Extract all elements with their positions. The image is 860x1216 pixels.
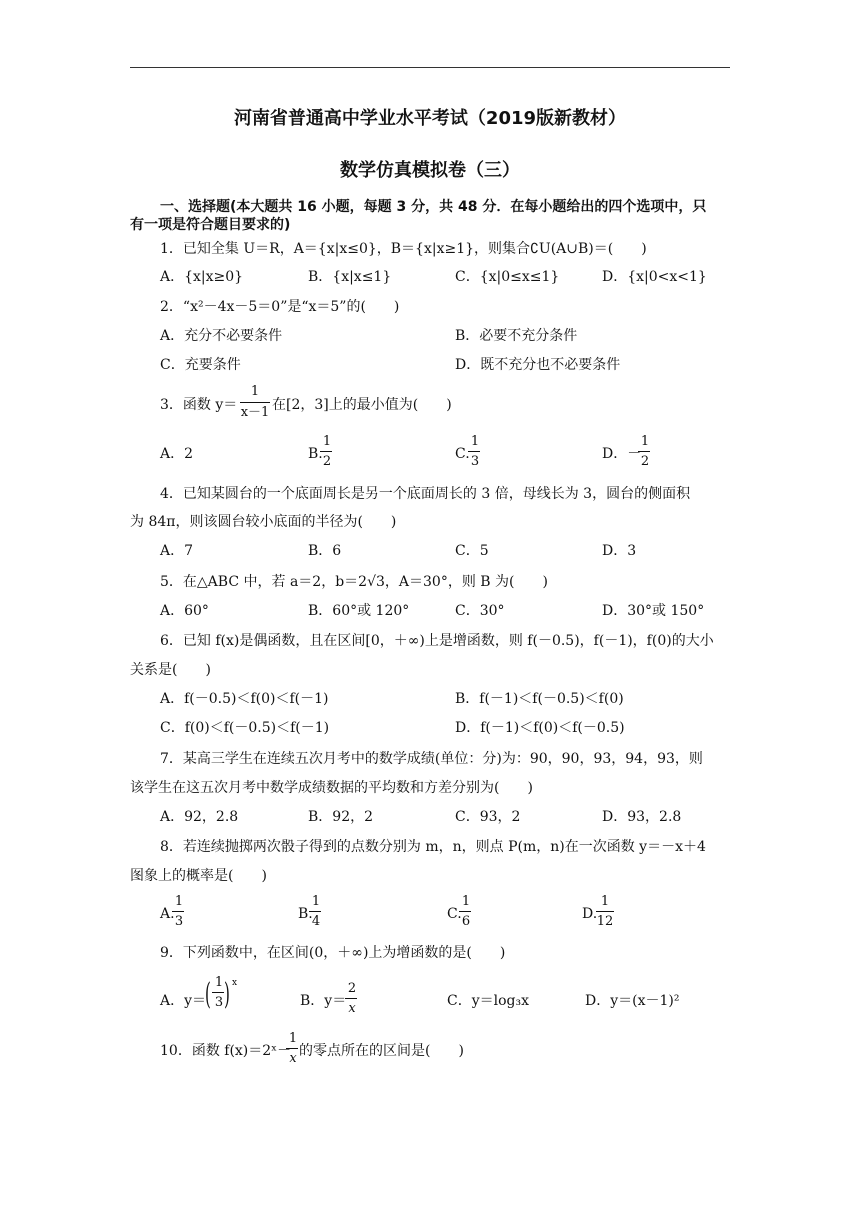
question-4-option-b: B．6 bbox=[308, 543, 342, 559]
question-8-option-c-numerator: 1 bbox=[461, 894, 471, 909]
exam-title: 河南省普通高中学业水平考试（2019版新教材） bbox=[233, 108, 627, 129]
question-10-fraction-denominator: x bbox=[289, 1051, 297, 1066]
question-10-stem-suffix: 的零点所在的区间是( ) bbox=[299, 1043, 464, 1059]
question-3-fraction-denominator: x－1 bbox=[240, 405, 270, 420]
question-6-option-c: C．f(0)＜f(－0.5)＜f(－1) bbox=[160, 720, 330, 736]
question-4-stem-line1: 4．已知某圆台的一个底面周长是另一个底面周长的 3 倍，母线长为 3，圆台的侧面积 bbox=[160, 486, 691, 502]
question-3-option-b-numerator: 1 bbox=[322, 434, 332, 449]
question-8-option-c-bar bbox=[459, 911, 471, 912]
question-9-option-a-label: A．y＝ bbox=[160, 993, 207, 1009]
question-6-stem-line1: 6．已知 f(x)是偶函数，且在区间[0，＋∞)上是增函数，则 f(－0.5)，f(－1)，f(0)的大小 bbox=[160, 633, 714, 649]
section-heading-line2: 有一项是符合题目要求的) bbox=[130, 217, 291, 233]
question-3-option-c-denominator: 3 bbox=[470, 454, 480, 469]
question-4-option-a: A．7 bbox=[160, 543, 194, 559]
question-3-option-d-numerator: 1 bbox=[640, 434, 650, 449]
question-9-option-b-bar bbox=[345, 998, 357, 999]
question-6-stem-line2: 关系是( ) bbox=[130, 662, 211, 678]
question-3-stem-suffix: 在[2，3]上的最小值为( ) bbox=[272, 397, 452, 413]
question-9-option-a-right-paren: ) bbox=[224, 977, 230, 1012]
question-9-option-a-exponent: x bbox=[232, 978, 238, 988]
question-4-option-c: C．5 bbox=[455, 543, 489, 559]
question-9-option-b-denominator: x bbox=[348, 1001, 356, 1016]
question-3-option-b-label: B. bbox=[308, 446, 323, 462]
question-8-option-b-denominator: 4 bbox=[311, 914, 321, 929]
question-3-option-c-label: C. bbox=[455, 446, 470, 462]
question-5-option-d: D．30°或 150° bbox=[602, 603, 705, 619]
question-9-option-a-left-paren: ( bbox=[205, 977, 211, 1012]
question-7-stem-line2: 该学生在这五次月考中数学成绩数据的平均数和方差分别为( ) bbox=[130, 780, 533, 796]
question-5-option-b: B．60°或 120° bbox=[308, 603, 410, 619]
exam-subtitle: 数学仿真模拟卷（三） bbox=[340, 160, 520, 181]
question-6-option-d: D．f(－1)＜f(0)＜f(－0.5) bbox=[455, 720, 625, 736]
question-6-option-b: B．f(－1)＜f(－0.5)＜f(0) bbox=[455, 691, 624, 707]
question-10-fraction-numerator: 1 bbox=[288, 1031, 298, 1046]
question-1-option-b: B．{x|x≤1} bbox=[308, 269, 392, 285]
question-4-option-d: D．3 bbox=[602, 543, 637, 559]
question-1-stem: 1．已知全集 U＝R，A＝{x|x≤0}，B＝{x|x≥1}，则集合∁U(A∪B)＝( ) bbox=[160, 241, 647, 257]
question-8-option-c-denominator: 6 bbox=[461, 914, 471, 929]
question-8-option-a-bar bbox=[172, 911, 184, 912]
question-9-option-b-numerator: 2 bbox=[347, 981, 357, 996]
question-3-option-d-label: D．－ bbox=[602, 446, 642, 462]
question-8-option-b-numerator: 1 bbox=[311, 894, 321, 909]
question-7-option-d: D．93，2.8 bbox=[602, 809, 682, 825]
question-9-option-b-label: B．y＝ bbox=[300, 993, 347, 1009]
question-3-fraction-numerator: 1 bbox=[250, 384, 260, 399]
question-3-option-c-bar bbox=[468, 451, 480, 452]
question-8-stem-line2: 图象上的概率是( ) bbox=[130, 868, 267, 884]
question-7-option-c: C．93，2 bbox=[455, 809, 521, 825]
question-8-option-a-denominator: 3 bbox=[174, 914, 184, 929]
question-9-option-a-numerator: 1 bbox=[214, 975, 224, 990]
question-8-stem-line1: 8．若连续抛掷两次骰子得到的点数分别为 m，n，则点 P(m，n)在一次函数 y＝－x＋4 bbox=[160, 839, 706, 855]
question-3-option-c-numerator: 1 bbox=[470, 434, 480, 449]
question-1-option-a: A．{x|x≥0} bbox=[160, 269, 244, 285]
question-8-option-d-numerator: 1 bbox=[600, 894, 610, 909]
question-5-option-c: C．30° bbox=[455, 603, 505, 619]
question-7-option-a: A．92，2.8 bbox=[160, 809, 239, 825]
question-7-option-b: B．92，2 bbox=[308, 809, 374, 825]
question-3-option-b-denominator: 2 bbox=[322, 454, 332, 469]
question-2-stem: 2．“x²－4x－5＝0”是“x＝5”的( ) bbox=[160, 299, 400, 315]
question-9-option-a-denominator: 3 bbox=[214, 995, 224, 1010]
question-4-stem-line2: 为 84π，则该圆台较小底面的半径为( ) bbox=[130, 514, 397, 530]
question-8-option-b-bar bbox=[309, 911, 321, 912]
question-9-option-d: D．y＝(x－1)² bbox=[585, 993, 680, 1009]
question-8-option-b-label: B. bbox=[298, 906, 313, 922]
question-3-option-d-denominator: 2 bbox=[640, 454, 650, 469]
question-5-option-a: A．60° bbox=[160, 603, 209, 619]
question-9-stem: 9．下列函数中，在区间(0，＋∞)上为增函数的是( ) bbox=[160, 945, 506, 961]
question-8-option-d-label: D. bbox=[582, 906, 598, 922]
question-3-stem-prefix: 3．函数 y＝ bbox=[160, 397, 238, 413]
question-8-option-c-label: C. bbox=[447, 906, 462, 922]
question-2-option-c: C．充要条件 bbox=[160, 357, 241, 373]
question-6-option-a: A．f(－0.5)＜f(0)＜f(－1) bbox=[160, 691, 329, 707]
question-8-option-d-bar bbox=[596, 911, 614, 912]
question-8-option-a-label: A. bbox=[160, 906, 175, 922]
top-rule bbox=[130, 67, 730, 68]
question-3-fraction-bar bbox=[240, 402, 270, 403]
question-2-option-d: D．既不充分也不必要条件 bbox=[455, 357, 621, 373]
question-3-option-b-bar bbox=[320, 451, 332, 452]
question-3-option-d-bar bbox=[638, 451, 650, 452]
question-9-option-a-bar bbox=[212, 992, 224, 993]
question-9-option-c: C．y＝log₃x bbox=[447, 993, 529, 1009]
section-heading-line1: 一、选择题(本大题共 16 小题，每题 3 分，共 48 分．在每小题给出的四个选项中，只 bbox=[160, 199, 707, 215]
question-1-option-d: D．{x|0<x<1} bbox=[602, 269, 707, 285]
question-2-option-a: A．充分不必要条件 bbox=[160, 328, 283, 344]
question-8-option-a-numerator: 1 bbox=[174, 894, 184, 909]
question-10-stem-prefix: 10．函数 f(x)＝2ˣ－ bbox=[160, 1043, 292, 1059]
question-1-option-c: C．{x|0≤x≤1} bbox=[455, 269, 560, 285]
question-2-option-b: B．必要不充分条件 bbox=[455, 328, 578, 344]
question-10-fraction-bar bbox=[286, 1048, 298, 1049]
question-3-option-a: A．2 bbox=[160, 446, 194, 462]
question-5-stem: 5．在△ABC 中，若 a＝2，b＝2√3，A＝30°，则 B 为( ) bbox=[160, 574, 548, 590]
question-8-option-d-denominator: 12 bbox=[596, 914, 614, 929]
question-7-stem-line1: 7．某高三学生在连续五次月考中的数学成绩(单位：分)为：90，90，93，94，93，则 bbox=[160, 751, 703, 767]
